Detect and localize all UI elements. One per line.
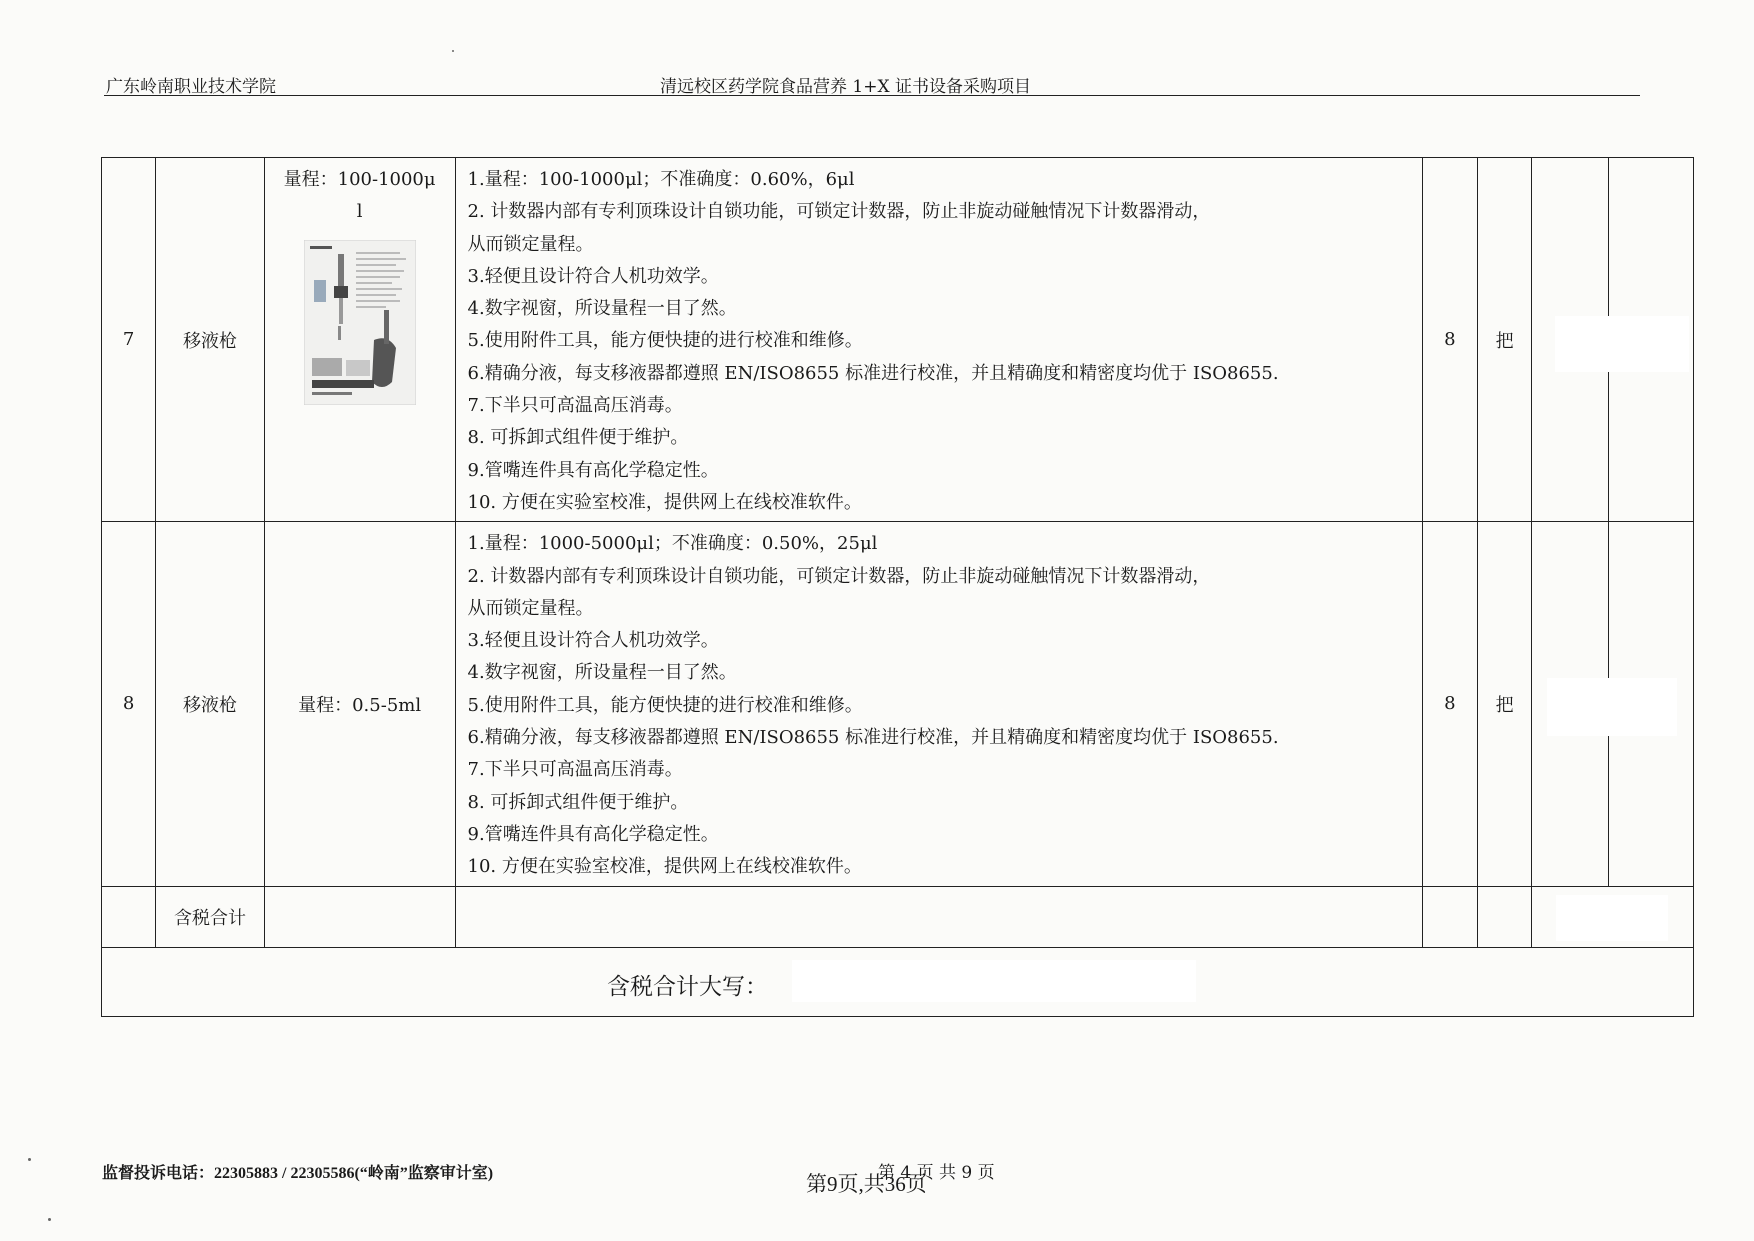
redaction-box xyxy=(1547,678,1677,736)
item-param: 量程：100-1000μ xyxy=(283,169,436,190)
item-name: 移液枪 xyxy=(156,522,264,886)
description-line: 9.管嘴连件具有高化学稳定性。 xyxy=(467,823,719,845)
description-line: 5.使用附件工具，能方便快捷的进行校准和维修。 xyxy=(467,330,863,352)
inner-page-number: 第 4 页 共 9 页 xyxy=(878,1163,995,1183)
complaint-hotline: 监督投诉电话：22305883 / 22305586(“岭南”监察审计室) xyxy=(102,1165,494,1182)
description-line: 7.下半只可高温高压消毒。 xyxy=(467,759,683,781)
row-number: 8 xyxy=(102,522,156,886)
empty-cell xyxy=(264,886,455,947)
item-param-cell xyxy=(264,158,455,522)
tax-total-label: 含税合计 xyxy=(156,886,264,947)
pipette-product-image xyxy=(304,240,416,405)
description-line: 8. 可拆卸式组件便于维护。 xyxy=(467,791,689,813)
redaction-box xyxy=(1556,895,1668,941)
description-line: 从而锁定量程。 xyxy=(467,597,594,619)
item-quantity: 8 xyxy=(1422,158,1477,522)
header-project-title: 清远校区药学院食品营养 1+X 证书设备采购项目 xyxy=(660,77,1031,97)
item-quantity: 8 xyxy=(1422,522,1477,886)
description-line: 5.使用附件工具，能方便快捷的进行校准和维修。 xyxy=(467,694,863,716)
redaction-box xyxy=(792,960,1196,1002)
description-line: 从而锁定量程。 xyxy=(467,233,594,255)
description-line: 10. 方便在实验室校准，提供网上在线校准软件。 xyxy=(467,491,862,513)
tax-total-upper-label: 含税合计大写： xyxy=(607,973,768,1000)
equipment-spec-table xyxy=(101,157,1694,1017)
redaction-box xyxy=(1555,316,1689,372)
empty-cell xyxy=(455,886,1422,947)
description-line: 9.管嘴连件具有高化学稳定性。 xyxy=(467,459,719,481)
description-line: 3.轻便且设计符合人机功效学。 xyxy=(467,630,719,652)
total-price-cell xyxy=(1608,158,1693,522)
scan-speck xyxy=(48,1218,51,1221)
item-unit: 把 xyxy=(1478,158,1532,522)
scan-speck xyxy=(28,1158,31,1161)
empty-cell xyxy=(1422,886,1477,947)
description-line: 2. 计数器内部有专利顶珠设计自锁功能，可锁定计数器，防止非旋动碰触情况下计数器滑动， xyxy=(467,565,1211,587)
description-line: 6.精确分液，每支移液器都遵照 EN/ISO8655 标准进行校准，并且精确度和精密度均优于 ISO8655. xyxy=(467,727,1279,749)
tax-total-upper-row xyxy=(102,947,1694,1016)
item-param-cont: l xyxy=(356,201,363,222)
header-divider xyxy=(104,95,1640,96)
description-line: 7.下半只可高温高压消毒。 xyxy=(467,395,683,417)
table-row xyxy=(102,522,1694,886)
header-school-name: 广东岭南职业技术学院 xyxy=(106,77,276,97)
description-line: 4.数字视窗，所设量程一目了然。 xyxy=(467,298,737,320)
description-line: 3.轻便且设计符合人机功效学。 xyxy=(467,265,719,287)
description-line: 4.数字视窗，所设量程一目了然。 xyxy=(467,662,737,684)
tax-total-upper-cell xyxy=(102,947,1694,1016)
row-number: 7 xyxy=(102,158,156,522)
item-unit: 把 xyxy=(1478,522,1532,886)
description-line: 1.量程：100-1000μl；不准确度：0.60%，6μl xyxy=(467,169,855,190)
description-line: 1.量程：1000-5000μl；不准确度：0.50%，25μl xyxy=(467,533,878,555)
total-price-cell xyxy=(1608,522,1693,886)
item-param: 量程：0.5-5ml xyxy=(264,522,455,886)
empty-cell xyxy=(1478,886,1532,947)
description-line: 2. 计数器内部有专利顶珠设计自锁功能，可锁定计数器，防止非旋动碰触情况下计数器滑动， xyxy=(467,201,1211,223)
outer-page-number: 第9页,共36页 xyxy=(806,1172,927,1196)
item-description xyxy=(455,522,1422,886)
description-line: 10. 方便在实验室校准，提供网上在线校准软件。 xyxy=(467,856,862,878)
description-line: 8. 可拆卸式组件便于维护。 xyxy=(467,427,689,449)
item-description xyxy=(455,158,1422,522)
scan-speck xyxy=(452,50,454,52)
tax-total-row xyxy=(102,886,1694,947)
table-row xyxy=(102,158,1694,522)
tax-total-value-cell xyxy=(1532,886,1694,947)
item-name: 移液枪 xyxy=(156,158,264,522)
description-line: 6.精确分液，每支移液器都遵照 EN/ISO8655 标准进行校准，并且精确度和精密度均优于 ISO8655. xyxy=(467,362,1279,384)
empty-cell xyxy=(102,886,156,947)
